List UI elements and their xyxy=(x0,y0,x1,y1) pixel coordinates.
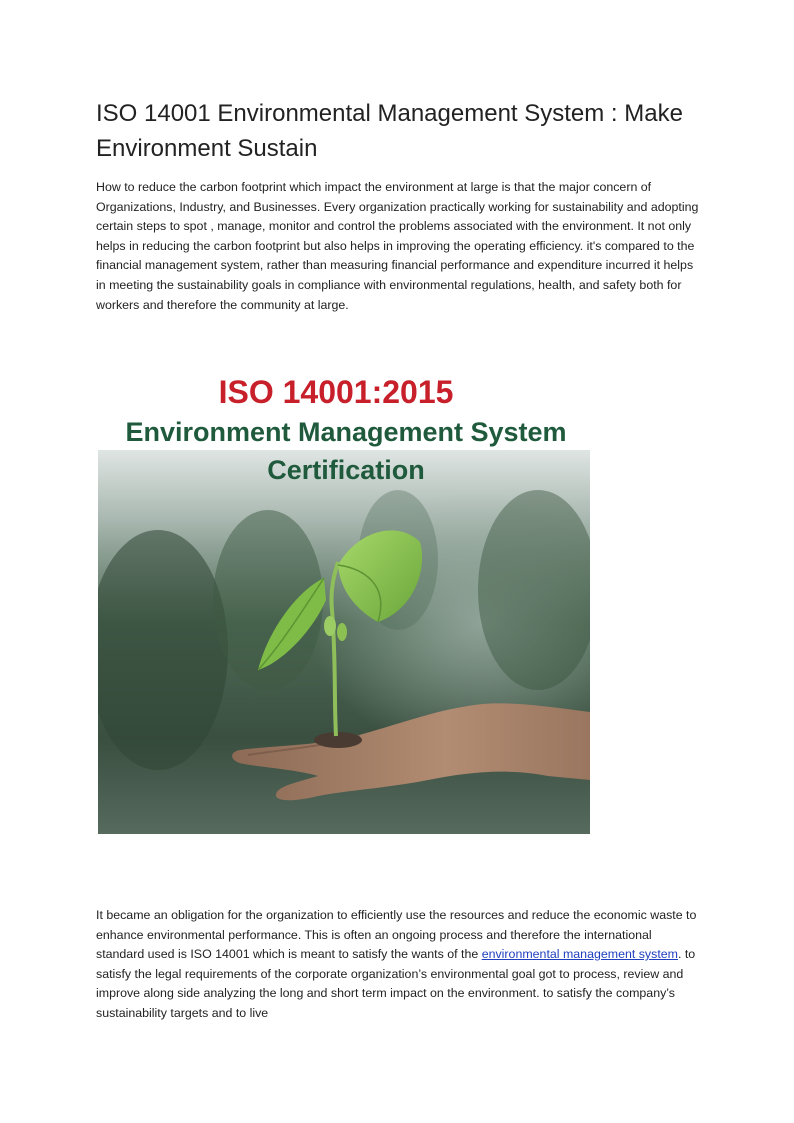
figure-heading-system: Environment Management System xyxy=(125,417,567,447)
body-paragraph-text-start: It became an obligation for the organization to efficiently use the resources and reduce the economic waste to enhance environmental performance. This is often an ongoing process and therefore the international standard used is ISO 14001 which is meant to satisfy the wants of the xyxy=(96,908,697,962)
article-title: ISO 14001 Environmental Management System : Make Environment Sustain xyxy=(96,100,683,162)
intro-paragraph: How to reduce the carbon footprint which impact the environment at large is that the major concern of Organizations, Industry, and Businesses. Every organization practically working for sustainability and adopting certain steps to spot , manage, monitor and control the problems associated with the environment. It not only helps in reducing the carbon footprint but also helps in improving the operating efficiency. it's compared to the financial management system, rather than measuring financial performance and expenditure incurred it helps in meeting the sustainability goals in compliance with environmental regulations, health, and safety both for workers and therefore the community at large. xyxy=(96,180,699,312)
iso-certification-figure xyxy=(96,368,590,834)
body-paragraph-text-end: . to satisfy the legal requirements of the corporate organization’s environmental goal got to process, review and improve along side analyzing the long and short term impact on the environment. to satisfy the company’s sustainability targets and to live xyxy=(96,947,696,1020)
seedling-in-hand-photo xyxy=(98,450,590,834)
figure-heading-certification: Certification xyxy=(267,455,425,485)
environmental-management-system-link[interactable]: environmental management system xyxy=(481,947,678,962)
figure-heading-standard: ISO 14001:2015 xyxy=(218,374,454,410)
body-paragraph xyxy=(96,906,700,1024)
